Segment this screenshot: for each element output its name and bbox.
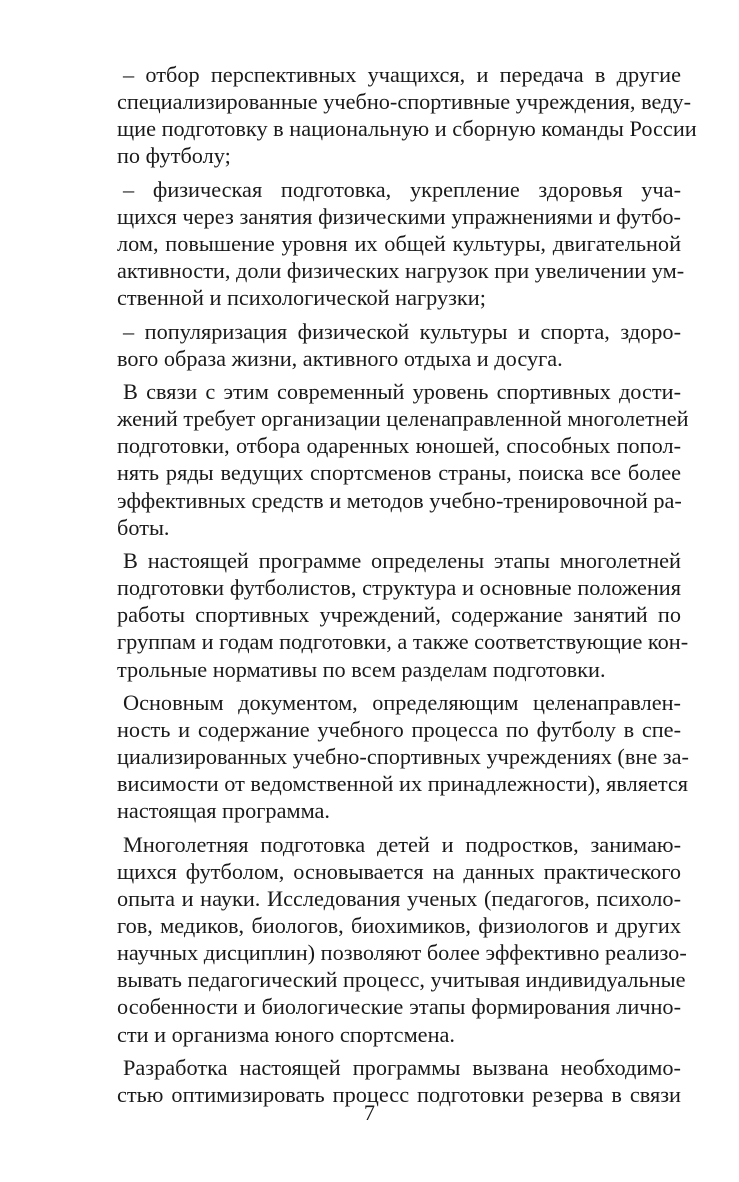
- text-line: вывать педагогический процесс, учитывая индивидуальные: [117, 967, 686, 993]
- text-line: вого образа жизни, активного отдыха и досуга.: [117, 345, 563, 371]
- text-line: ственной и психологической нагрузки;: [117, 285, 486, 311]
- text-line: циализированных учебно-спортивных учреждениях (вне за-: [117, 744, 689, 770]
- paragraph: [117, 318, 681, 372]
- text-line: специализированные учебно-спортивные учреждения, веду-: [117, 89, 691, 115]
- text-line: Разработка настоящей программы вызвана необходимо-: [123, 1055, 681, 1081]
- text-line: щихся футболом, основывается на данных практического: [117, 858, 681, 884]
- text-line: щихся через занятия физическими упражнениями и футбо-: [117, 203, 681, 229]
- paragraph: [117, 176, 685, 311]
- body-text: [117, 61, 697, 1115]
- text-line: подготовки, отбора одаренных юношей, способных попол-: [117, 433, 681, 459]
- paragraph: [117, 61, 697, 169]
- paragraph: [117, 378, 689, 541]
- text-line: нять ряды ведущих спортсменов страны, поиска все более: [117, 460, 681, 486]
- text-line: Многолетняя подготовка детей и подростков, занимаю-: [123, 831, 681, 857]
- text-line: стью оптимизировать процесс подготовки резерва в связи: [117, 1082, 681, 1108]
- text-line: сти и организма юного спортсмена.: [117, 1021, 455, 1047]
- text-line: жений требует организации целенаправленной многолетней: [117, 406, 689, 432]
- text-line: группам и годам подготовки, а также соответствующие кон-: [117, 629, 689, 655]
- text-line: особенности и биологические этапы формирования лично-: [117, 994, 681, 1020]
- text-line: эффективных средств и методов учебно-тренировочной ра-: [117, 487, 682, 513]
- text-line: боты.: [117, 514, 170, 540]
- text-line: активности, доли физических нагрузок при увеличении ум-: [117, 258, 685, 284]
- text-line: висимости от ведомственной их принадлежности), является: [117, 771, 689, 797]
- paragraph: [117, 689, 689, 824]
- paragraph: [117, 831, 687, 1048]
- text-line: подготовки футболистов, структура и основные положения: [117, 575, 681, 601]
- text-line: научных дисциплин) позволяют более эффективно реализо-: [117, 940, 687, 966]
- text-line: – отбор перспективных учащихся, и передача в другие: [123, 62, 681, 87]
- text-line: ность и содержание учебного процесса по футболу в спе-: [117, 717, 681, 743]
- text-line: лом, повышение уровня их общей культуры, двигательной: [117, 230, 681, 256]
- text-line: щие подготовку в национальную и сборную команды России: [117, 116, 697, 142]
- text-line: В настоящей программе определены этапы многолетней: [123, 548, 681, 574]
- text-line: по футболу;: [117, 143, 231, 169]
- text-line: трольные нормативы по всем разделам подготовки.: [117, 656, 606, 682]
- page-number: 7: [363, 1100, 376, 1125]
- text-line: опыта и науки. Исследования ученых (педагогов, психоло-: [117, 886, 681, 912]
- text-line: Основным документом, определяющим целенаправлен-: [123, 690, 681, 716]
- text-line: гов, медиков, биологов, биохимиков, физиологов и других: [117, 913, 681, 939]
- text-line: – популяризация физической культуры и спорта, здоро-: [123, 318, 681, 344]
- text-line: В связи с этим современный уровень спортивных дости-: [123, 379, 681, 405]
- text-line: настоящая программа.: [117, 798, 331, 824]
- text-line: работы спортивных учреждений, содержание занятий по: [117, 602, 681, 628]
- paragraph: [117, 547, 689, 682]
- text-line: – физическая подготовка, укрепление здоровья уча-: [123, 176, 681, 202]
